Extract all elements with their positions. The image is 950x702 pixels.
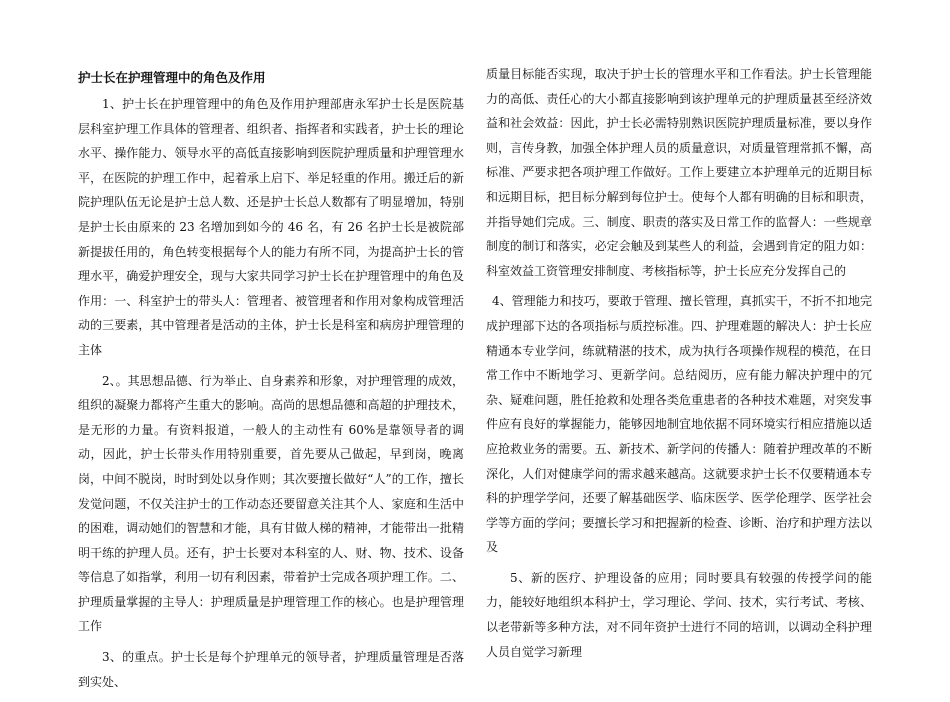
right-column (486, 62, 872, 672)
left-column (78, 66, 464, 702)
paragraph-3-continued: 质量目标能否实现，取决于护士长的管理水平和工作看法。护士长管理能力的高低、责任心的大小都直接影响到该护理单元的护理质量甚至经济效益和社会效益：因此，护士长必需特别熟识医院护理质量标准，要以身作则，言传身教，加强全体护理人员的质量意识，对质量管理常抓不懈，高标准、严要求把各项护理工作做好。工作上要建立本护理单元的近期目标和远期目标，把目标分解到每位护士。使每个人都有明确的目标和职责，并指导她们完成。三、制度、职责的落实及日常工作的监督人：一些规章制度的制订和落实，必定会触及到某些人的利益，会遇到肯定的阻力如：科室效益工资管理安排制度、考核指标等，护士长应充分发挥自己的 (486, 67, 872, 278)
paragraph-2: 2、。其思想品德、行为举止、自身素养和形象，对护理管理的成效，组织的凝聚力都将产生重大的影响。高尚的思想品德和高超的护理技术，是无形的力量。有资料报道，一般人的主动性有 60%是靠领导者的调动，因此，护士长带头作用特别重要，首先要从己做起，早到岗，晚离岗，中间不脱岗，时时到处以身作则；其次要擅长做好“人”的工作，擅长发觉问题，不仅关注护士的工作动态还要留意关注其个人、家庭和生活中的困难，调动她们的智慧和才能，具有甘做人梯的精神，才能带出一批精明干练的护理人员。还有，护士长要对本科室的人、财、物、技术、设备等信息了如指掌，利用一切有利因素，带着护士完成各项护理工作。二、护理质量掌握的主导人：护理质量是护理管理工作的核心。也是护理管理工作 (78, 373, 464, 634)
paragraph-3: 3、的重点。护士长是每个护理单元的领导者，护理质量管理是否落到实处、 (78, 650, 464, 689)
paragraph-4: 4、管理能力和技巧，要敢于管理、擅长管理，真抓实干，不折不扣地完成护理部下达的各项指标与质控标准。四、护理难题的解决人：护士长应精通本专业学问，练就精湛的技术，成为执行各项操作规程的模范，在日常工作中不断地学习、更新学问。总结阅历，应有能力解决护理中的冗杂、疑难问题，胜任抢救和处理各类危重患者的各种技术难题，对突发事件应有良好的掌握能力，能够因地制宜地依据不同环境实行相应措施以适应抢救业务的需要。五、新技术、新学问的传播人：随着护理改革的不断深化，人们对健康学问的需求越来越高。这就要求护士长不仅要精通本专科的护理学学问，还要了解基础医学、临床医学、医学伦理学、医学社会学等方面的学问；要擅长学习和把握新的检查、诊断、治疗和护理方法以及 (486, 294, 872, 555)
document-title: 护士长在护理管理中的角色及作用 (78, 70, 266, 85)
paragraph-5: 5、新的医疗、护理设备的应用；同时要具有较强的传授学问的能力，能较好地组织本科护士，学习理论、学问、技术，实行考试、考核、以老带新等多种方法，对不同年资护士进行不同的培训，以调动全科护理人员自觉学习新理 (486, 570, 872, 659)
paragraph-1: 1、护士长在护理管理中的角色及作用护理部唐永军护士长是医院基层科室护理工作具体的管理者、组织者、指挥者和实践者，护士长的理论水平、操作能力、领导水平的高低直接影响到医院护理质量和护理管理水平，在医院的护理工作中，起着承上启下、举足轻重的作用。搬迁后的新院护理队伍无论是护士总人数、还是护士长总人数都有了明显增加，特别是护士长由原来的 23 名增加到如今的 46 名，有 26 名护士长是被院部新提拔任用的，角色转变根据每个人的能力有所不同，为提高护士长的管理水平，确爱护理安全，现与大家共同学习护士长在护理管理中的角色及作用：一、科室护士的带头人：管理者、被管理者和作用对象构成管理活动的三要素，其中管理者是活动的主体，护士长是科室和病房护理管理的主体 (78, 97, 464, 357)
